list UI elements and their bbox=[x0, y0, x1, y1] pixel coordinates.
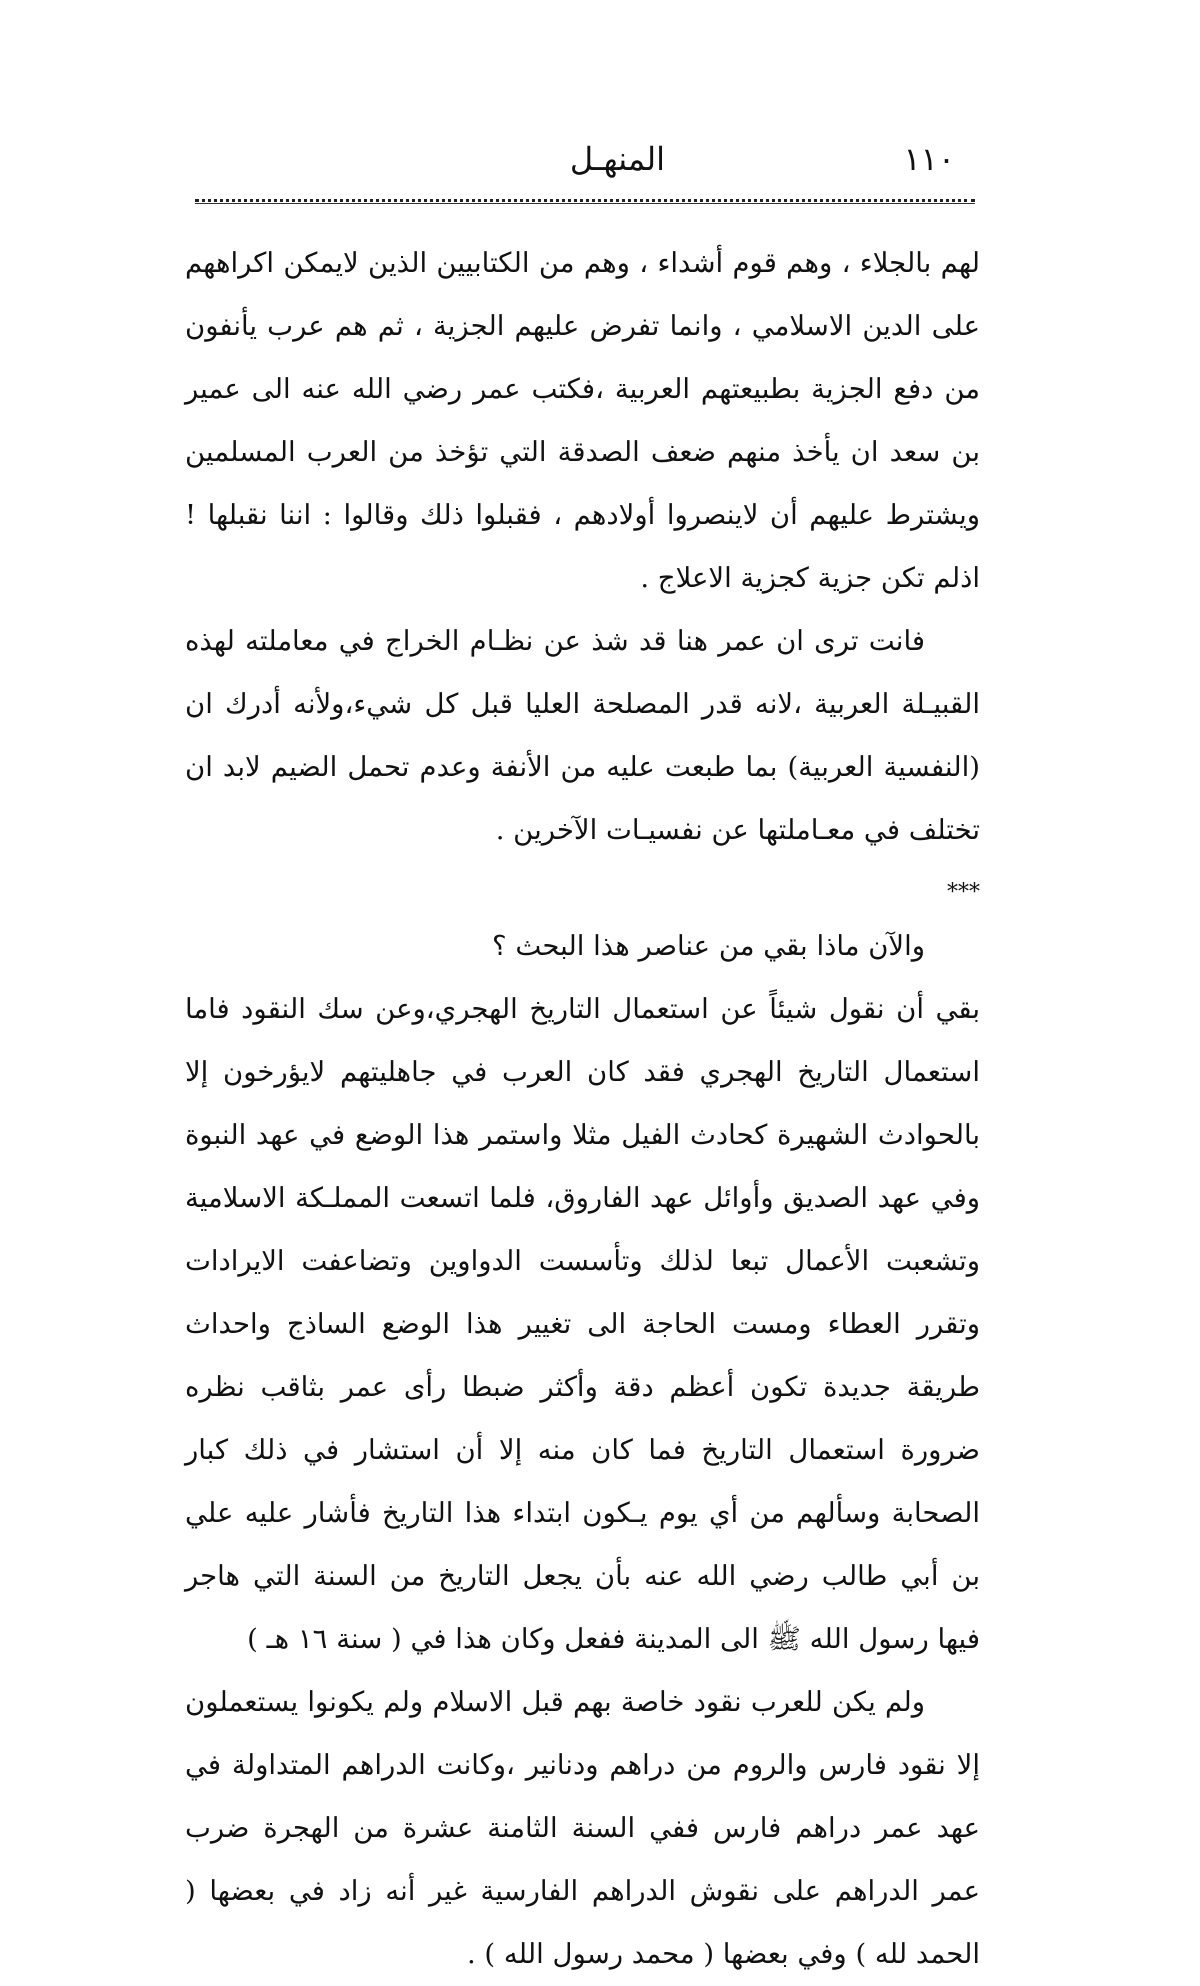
text-line: عهد الفاروق، فلما اتسعت المملـكة الاسلامية وتشعبت الأعمال تبعا لذلك bbox=[185, 1182, 980, 1277]
text-line: كبار الصحابة وسألهم من أي يوم يـكون ابتداء هذا التاريخ فأشار عليه bbox=[185, 1434, 980, 1529]
paragraph-2 bbox=[185, 610, 980, 862]
text-line: والآن ماذا بقي من عناصر هذا البحث ؟ bbox=[492, 930, 925, 962]
paragraph-3 bbox=[185, 915, 980, 978]
text-line: رأى عمر بثاقب نظره ضرورة استعمال التاريخ فما كان منه إلا أن استشار في ذلك bbox=[185, 1371, 980, 1466]
text-line: رسول الله ﷺ الى المدينة ففعل وكان هذا في ( سنة ١٦ هـ ) bbox=[247, 1623, 929, 1655]
text-line: بقي أن نقول شيئاً عن استعمال التاريخ الهجري،وعن سك النقود فاما استعمال bbox=[185, 993, 980, 1088]
text-line: فانت ترى ان عمر هنا قد شذ عن نظـام الخراج في معاملته لهذه القبيـلة bbox=[185, 625, 980, 720]
text-line: كحادث الفيل مثلا واستمر هذا الوضع في عهد النبوة وفي عهد الصديق وأوائل bbox=[185, 1119, 981, 1214]
text-line: ولم يكن للعرب نقود خاصة بهم قبل الاسلام ولم يكونوا يستعملون إلا نقود bbox=[185, 1686, 980, 1781]
text-line: العربية ،لانه قدر المصلحة العليا قبل كل شيء،ولأنه أدرك ان (النفسية العربية) bbox=[185, 688, 980, 783]
text-line: وتأسست الدواوين وتضاعفت الايرادات وتقرر العطاء ومست الحاجة الى تغيير bbox=[185, 1245, 981, 1340]
paragraph-1 bbox=[185, 232, 980, 610]
page-header bbox=[195, 140, 975, 200]
paragraph-4 bbox=[185, 978, 980, 1671]
body-text bbox=[185, 232, 980, 1986]
text-line: الصدقة التي تؤخذ من العرب المسلمين ويشترط عليهم أن لاينصروا أولادهم ، bbox=[185, 436, 980, 531]
text-line: بما طبعت عليه من الأنفة وعدم تحمل الضيم لابد ان تختلف في معـاملتها عن bbox=[185, 751, 980, 846]
text-line: فارس والروم من دراهم ودنانير ،وكانت الدراهم المتداولة في عهد عمر دراهم فارس bbox=[185, 1749, 980, 1844]
text-line: التاريخ الهجري فقد كان العرب في جاهليتهم لايؤرخون إلا بالحوادث الشهيرة bbox=[185, 1056, 980, 1151]
section-separator: *** bbox=[947, 880, 980, 905]
text-line: بطبيعتهم العربية ،فكتب عمر رضي الله عنه الى عمير بن سعد ان يأخذ منهم ضعف bbox=[185, 373, 980, 468]
text-line: نفسيـات الآخرين . bbox=[495, 814, 703, 846]
paragraph-5 bbox=[185, 1671, 980, 1986]
running-title: المنهـل bbox=[569, 140, 665, 178]
header-rule-dotted bbox=[195, 199, 975, 202]
text-line: فقبلوا ذلك وقالوا : اننا نقبلها ! اذلم تكن جزية كجزية الاعلاج . bbox=[185, 499, 980, 594]
page-number: ١١٠ bbox=[903, 140, 955, 178]
text-line: هذا الوضع الساذج واحداث طريقة جديدة تكون أعظم دقة وأكثر ضبطا bbox=[185, 1308, 980, 1403]
text-line: الدين الاسلامي ، وانما تفرض عليهم الجزية ، ثم هم عرب يأنفون من دفع الجزية bbox=[185, 310, 980, 405]
text-line: غير أنه زاد في بعضها ( الحمد لله ) وفي بعضها ( محمد رسول الله ) . bbox=[185, 1875, 980, 1970]
text-line: ففي السنة الثامنة عشرة من الهجرة ضرب عمر الدراهم على نقوش الدراهم الفارسية bbox=[185, 1812, 980, 1907]
header-rule bbox=[195, 203, 975, 204]
text-line: لهم بالجلاء ، وهم قوم أشداء ، وهم من الكتابيين الذين لايمكن اكراههم على bbox=[185, 247, 980, 342]
text-line: علي بن أبي طالب رضي الله عنه بأن يجعل التاريخ من السنة التي هاجر فيها bbox=[185, 1497, 980, 1655]
